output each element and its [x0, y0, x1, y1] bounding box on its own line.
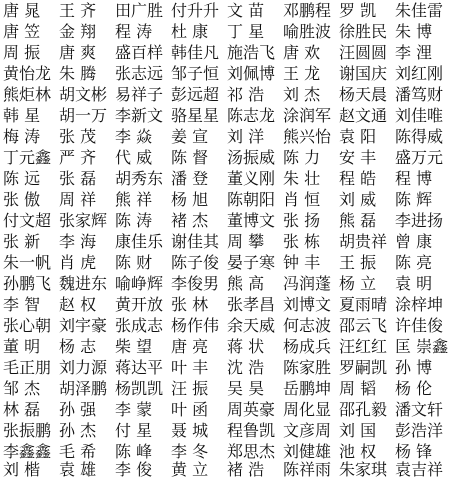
name-row — [3, 357, 451, 379]
name-cell: 丁元鑫 — [3, 148, 52, 167]
name-cell: 张志远 — [115, 64, 164, 83]
name-cell: 张 磊 — [59, 169, 97, 188]
name-cell: 杨 伦 — [395, 379, 433, 398]
name-row — [3, 0, 451, 22]
name-cell: 董 明 — [3, 337, 41, 356]
name-cell: 喻峥辉 — [115, 274, 164, 293]
name-cell: 杨 锋 — [395, 442, 433, 461]
name-cell: 毛 希 — [59, 442, 97, 461]
name-cell: 肖 恒 — [283, 190, 321, 209]
name-cell: 谢佳其 — [171, 232, 220, 251]
name-cell: 涂润军 — [283, 106, 332, 125]
name-cell: 杨 立 — [339, 274, 377, 293]
name-cell: 聂 城 — [171, 421, 209, 440]
name-cell: 邹子恒 — [171, 64, 220, 83]
name-cell: 金 翔 — [59, 22, 97, 41]
name-cell: 何志波 — [283, 316, 332, 335]
name-cell: 谢国庆 — [339, 64, 388, 83]
name-cell: 刘健雄 — [283, 442, 332, 461]
name-cell: 陈子俊 — [171, 253, 220, 272]
name-cell: 胡秀东 — [115, 169, 164, 188]
name-cell: 周 攀 — [227, 232, 265, 251]
name-cell: 朱一帆 — [3, 253, 52, 272]
name-cell: 付文超 — [3, 211, 52, 230]
name-cell: 丁 星 — [227, 22, 265, 41]
name-cell: 康佳乐 — [115, 232, 164, 251]
name-cell: 岳鹏坤 — [283, 379, 332, 398]
name-cell: 蒋达平 — [115, 358, 164, 377]
name-cell: 刘佩博 — [227, 64, 276, 83]
name-cell: 陈祥雨 — [283, 460, 332, 479]
name-cell: 陈 辉 — [395, 190, 433, 209]
name-cell: 杨天晨 — [339, 85, 388, 104]
name-cell: 邹 杰 — [3, 379, 41, 398]
name-cell: 黄开放 — [115, 295, 164, 314]
name-cell: 周 振 — [3, 43, 41, 62]
name-cell: 袁 雄 — [59, 460, 97, 479]
name-cell: 易祥子 — [115, 85, 164, 104]
name-cell: 张家辉 — [59, 211, 108, 230]
name-cell: 喻胜波 — [283, 22, 332, 41]
name-cell: 邵孔毅 — [339, 400, 388, 419]
name-cell: 盛百样 — [115, 43, 164, 62]
name-cell: 刘力源 — [59, 358, 108, 377]
name-cell: 唐 笠 — [3, 22, 41, 41]
name-cell: 程鲁凯 — [227, 421, 276, 440]
name-cell: 安 丰 — [339, 148, 377, 167]
name-row — [3, 378, 451, 400]
name-cell: 沈 浩 — [227, 358, 265, 377]
name-cell: 汪 振 — [171, 379, 209, 398]
name-row — [3, 294, 451, 316]
name-cell: 李 俊 — [115, 460, 153, 479]
name-cell: 孙 强 — [59, 400, 97, 419]
name-row — [3, 147, 451, 169]
name-row — [3, 210, 451, 232]
name-cell: 刘 楷 — [3, 460, 41, 479]
name-cell: 彭浩洋 — [395, 421, 444, 440]
name-cell: 钟 丰 — [283, 253, 321, 272]
name-cell: 朱佳雷 — [395, 1, 444, 20]
name-cell: 朱 腾 — [59, 64, 97, 83]
name-cell: 程 涛 — [115, 22, 153, 41]
name-cell: 姜 宣 — [171, 127, 209, 146]
name-cell: 涂梓坤 — [395, 295, 444, 314]
name-cell: 胡泽鹏 — [59, 379, 108, 398]
name-cell: 程 皓 — [339, 169, 377, 188]
name-cell: 陈 峰 — [115, 442, 153, 461]
name-cell: 汤振威 — [227, 148, 276, 167]
name-cell: 张振鹏 — [3, 421, 52, 440]
name-cell: 罗嗣凯 — [339, 358, 388, 377]
name-row — [3, 231, 451, 253]
name-cell: 杜 康 — [171, 22, 209, 41]
name-cell: 唐 欢 — [283, 43, 321, 62]
name-cell: 李 智 — [3, 295, 41, 314]
name-cell: 周 韬 — [339, 379, 377, 398]
name-cell: 柴 望 — [115, 337, 153, 356]
name-row — [3, 315, 451, 337]
name-cell: 施浩飞 — [227, 43, 276, 62]
name-cell: 张 新 — [3, 232, 41, 251]
name-cell: 陈 亮 — [395, 253, 433, 272]
name-cell: 张 栋 — [283, 232, 321, 251]
name-cell: 李俊男 — [171, 274, 220, 293]
name-cell: 陈 财 — [115, 253, 153, 272]
name-cell: 池 权 — [339, 442, 377, 461]
name-cell: 刘 威 — [339, 190, 377, 209]
name-row — [3, 420, 451, 442]
name-cell: 晏子寒 — [227, 253, 276, 272]
name-row — [3, 126, 451, 148]
name-cell: 杨 旭 — [171, 190, 209, 209]
name-cell: 熊兴怡 — [283, 127, 332, 146]
name-cell: 赵文通 — [339, 106, 388, 125]
name-cell: 韩佳凡 — [171, 43, 220, 62]
name-cell: 赵 权 — [59, 295, 97, 314]
name-cell: 文 苗 — [227, 1, 265, 20]
name-row — [3, 63, 451, 85]
name-cell: 彭远超 — [171, 85, 220, 104]
name-cell: 李 浬 — [395, 43, 433, 62]
name-cell: 李新文 — [115, 106, 164, 125]
name-cell: 董博文 — [227, 211, 276, 230]
name-cell: 杨凯凯 — [115, 379, 164, 398]
name-cell: 陈志龙 — [227, 106, 276, 125]
name-cell: 黄怡龙 — [3, 64, 52, 83]
name-cell: 潘 登 — [171, 169, 209, 188]
name-cell: 文彦周 — [283, 421, 332, 440]
name-cell: 杨成兵 — [283, 337, 332, 356]
name-cell: 陈 力 — [283, 148, 321, 167]
name-cell: 黄 立 — [171, 460, 209, 479]
name-cell: 张 傲 — [3, 190, 41, 209]
name-cell: 程 博 — [395, 169, 433, 188]
name-row — [3, 459, 451, 481]
name-cell: 熊炬林 — [3, 85, 52, 104]
name-cell: 陈 涛 — [115, 211, 153, 230]
name-cell: 冯润蓬 — [283, 274, 332, 293]
name-cell: 陈 督 — [171, 148, 209, 167]
name-cell: 刘宇豪 — [59, 316, 108, 335]
name-cell: 褚 杰 — [171, 211, 209, 230]
name-cell: 胡文彬 — [59, 85, 108, 104]
name-cell: 毛正朋 — [3, 358, 52, 377]
name-cell: 潘文轩 — [395, 400, 444, 419]
name-row — [3, 84, 451, 106]
name-cell: 韩 星 — [3, 106, 41, 125]
name-cell: 刘博文 — [283, 295, 332, 314]
name-cell: 林 磊 — [3, 400, 41, 419]
name-row — [3, 336, 451, 358]
name-cell: 吴 昊 — [227, 379, 265, 398]
name-row — [3, 399, 451, 421]
name-cell: 余天威 — [227, 316, 276, 335]
name-cell: 唐 亮 — [171, 337, 209, 356]
name-row — [3, 42, 451, 64]
name-cell: 许佳俊 — [395, 316, 444, 335]
name-cell: 刘红刚 — [395, 64, 444, 83]
name-cell: 胡一万 — [59, 106, 108, 125]
name-cell: 骆星星 — [171, 106, 220, 125]
name-cell: 袁 明 — [395, 274, 433, 293]
name-cell: 徐胜民 — [339, 22, 388, 41]
name-cell: 陈家胜 — [283, 358, 332, 377]
name-cell: 李 焱 — [115, 127, 153, 146]
name-cell: 汪红红 — [339, 337, 388, 356]
name-cell: 罗 凯 — [339, 1, 377, 20]
name-cell: 王 齐 — [59, 1, 97, 20]
name-cell: 李鑫鑫 — [3, 442, 52, 461]
name-cell: 陈 远 — [3, 169, 41, 188]
name-cell: 潘笃财 — [395, 85, 444, 104]
name-row — [3, 168, 451, 190]
name-cell: 周 祥 — [59, 190, 97, 209]
name-cell: 邵云飞 — [339, 316, 388, 335]
name-cell: 蒋 状 — [227, 337, 265, 356]
name-cell: 陈朝阳 — [227, 190, 276, 209]
name-cell: 付 星 — [115, 421, 153, 440]
name-cell: 王 振 — [339, 253, 377, 272]
name-cell: 王 龙 — [283, 64, 321, 83]
name-cell: 刘 杰 — [283, 85, 321, 104]
name-cell: 张 扬 — [283, 211, 321, 230]
name-cell: 唐 爽 — [59, 43, 97, 62]
name-row — [3, 21, 451, 43]
name-cell: 袁吉祥 — [395, 460, 444, 479]
name-cell: 董义刚 — [227, 169, 276, 188]
name-cell: 张心朝 — [3, 316, 52, 335]
name-cell: 魏进东 — [59, 274, 108, 293]
name-row — [3, 273, 451, 295]
name-cell: 叶 函 — [171, 400, 209, 419]
name-cell: 付升升 — [171, 1, 220, 20]
name-cell: 朱家琪 — [339, 460, 388, 479]
name-cell: 熊 祥 — [115, 190, 153, 209]
name-cell: 盛万元 — [395, 148, 444, 167]
name-cell: 周英豪 — [227, 400, 276, 419]
name-cell: 陈得威 — [395, 127, 444, 146]
name-cell: 郑思杰 — [227, 442, 276, 461]
name-cell: 袁 阳 — [339, 127, 377, 146]
name-cell: 胡贵祥 — [339, 232, 388, 251]
name-cell: 田广胜 — [115, 1, 164, 20]
name-cell: 李 海 — [59, 232, 97, 251]
name-cell: 孙 博 — [395, 358, 433, 377]
name-cell: 周化显 — [283, 400, 332, 419]
name-cell: 梅 涛 — [3, 127, 41, 146]
name-row — [3, 189, 451, 211]
name-cell: 李进扬 — [395, 211, 444, 230]
name-row — [3, 105, 451, 127]
name-cell: 邓鹏程 — [283, 1, 332, 20]
name-cell: 祁 浩 — [227, 85, 265, 104]
name-cell: 刘佳唯 — [395, 106, 444, 125]
name-cell: 刘 洋 — [227, 127, 265, 146]
name-cell: 褚 浩 — [227, 460, 265, 479]
name-cell: 叶 丰 — [171, 358, 209, 377]
name-cell: 肖 虎 — [59, 253, 97, 272]
name-cell: 朱 博 — [395, 22, 433, 41]
name-cell: 张孝昌 — [227, 295, 276, 314]
name-cell: 张成志 — [115, 316, 164, 335]
name-cell: 张 林 — [171, 295, 209, 314]
name-cell: 朱 壮 — [283, 169, 321, 188]
name-cell: 匡 崇鑫 — [395, 337, 449, 356]
name-row — [3, 252, 451, 274]
name-cell: 杨作伟 — [171, 316, 220, 335]
name-cell: 杨 志 — [59, 337, 97, 356]
name-cell: 孙 杰 — [59, 421, 97, 440]
name-cell: 汪圆圆 — [339, 43, 388, 62]
name-cell: 孙鹏飞 — [3, 274, 52, 293]
name-cell: 曾 康 — [395, 232, 433, 251]
name-cell: 严 齐 — [59, 148, 97, 167]
name-cell: 熊 高 — [227, 274, 265, 293]
name-cell: 张 茂 — [59, 127, 97, 146]
name-cell: 熊 磊 — [339, 211, 377, 230]
name-cell: 刘 国 — [339, 421, 377, 440]
name-cell: 唐 晁 — [3, 1, 41, 20]
name-cell: 代 威 — [115, 148, 153, 167]
name-cell: 李 蒙 — [115, 400, 153, 419]
name-cell: 夏雨晴 — [339, 295, 388, 314]
name-cell: 李 冬 — [171, 442, 209, 461]
